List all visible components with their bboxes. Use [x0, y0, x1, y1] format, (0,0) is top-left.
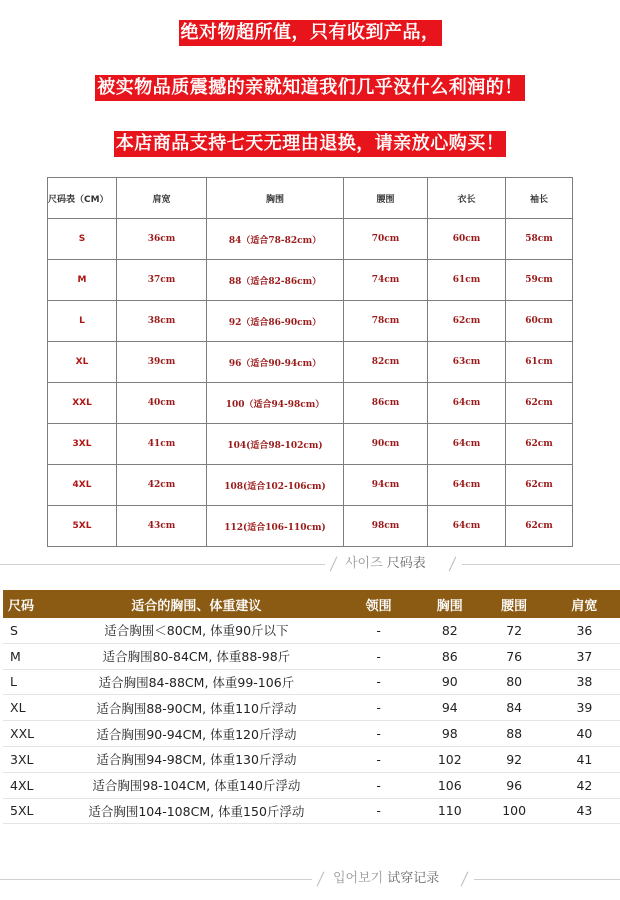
measurement-cell: 适合胸围98-104CM, 体重140斤浮动	[56, 772, 337, 798]
measurement-cell: 94cm	[344, 465, 428, 506]
table-row	[48, 424, 573, 465]
size-label-cell: XL	[48, 342, 117, 383]
measurement-cell: 78cm	[344, 301, 428, 342]
measurement-cell: 92	[480, 746, 549, 772]
table-row	[3, 669, 620, 695]
promo-banner-1	[0, 20, 620, 46]
size-label-cell: XXL	[3, 721, 56, 747]
table-row	[3, 721, 620, 747]
table-row	[48, 465, 573, 506]
measurement-cell: 43	[549, 798, 620, 824]
measurement-cell: 59cm	[506, 260, 573, 301]
table-header-row	[3, 590, 620, 618]
measurement-cell: 62cm	[506, 424, 573, 465]
measurement-cell: 112(适合106-110cm)	[207, 506, 344, 547]
measurement-cell: 适合胸围104-108CM, 体重150斤浮动	[56, 798, 337, 824]
measurement-cell: 84	[480, 695, 549, 721]
header-cell: 尺码表（CM）	[48, 178, 117, 219]
measurement-cell: 61cm	[428, 260, 506, 301]
size-label-cell: M	[3, 643, 56, 669]
size-label-cell: 4XL	[3, 772, 56, 798]
header-cell: 胸围	[420, 590, 479, 618]
header-cell: 腰围	[480, 590, 549, 618]
size-label-cell: 4XL	[48, 465, 117, 506]
measurement-cell: 62cm	[428, 301, 506, 342]
section-divider-label: 사이즈 尺码表	[345, 556, 426, 571]
header-cell: 衣长	[428, 178, 506, 219]
measurement-cell: -	[337, 618, 420, 643]
size-label-cell: L	[48, 301, 117, 342]
measurement-cell: 适合胸围＜80CM, 体重90斤以下	[56, 618, 337, 643]
promo-banner-text: 被实物品质震撼的亲就知道我们几乎没什么利润的！	[95, 75, 525, 101]
measurement-cell: 40cm	[117, 383, 207, 424]
measurement-cell: 92（适合86-90cm）	[207, 301, 344, 342]
measurement-cell: 94	[420, 695, 479, 721]
size-label-cell: XXL	[48, 383, 117, 424]
table-row	[48, 506, 573, 547]
measurement-cell: 96	[480, 772, 549, 798]
measurement-cell: 64cm	[428, 506, 506, 547]
measurement-cell: 110	[420, 798, 479, 824]
measurement-cell: 41cm	[117, 424, 207, 465]
measurement-cell: 43cm	[117, 506, 207, 547]
promo-banner-text: 绝对物超所值，只有收到产品，	[179, 20, 442, 46]
measurement-cell: 108(适合102-106cm)	[207, 465, 344, 506]
size-chart-table-2	[3, 590, 620, 824]
promo-banner-text: 本店商品支持七天无理由退换，请亲放心购买！	[114, 131, 507, 157]
table-row	[3, 695, 620, 721]
measurement-cell: 适合胸围84-88CM, 体重99-106斤	[56, 669, 337, 695]
measurement-cell: 96（适合90-94cm）	[207, 342, 344, 383]
measurement-cell: -	[337, 721, 420, 747]
measurement-cell: 61cm	[506, 342, 573, 383]
measurement-cell: 63cm	[428, 342, 506, 383]
measurement-cell: 37cm	[117, 260, 207, 301]
measurement-cell: 62cm	[506, 465, 573, 506]
table-row	[3, 746, 620, 772]
measurement-cell: 64cm	[428, 424, 506, 465]
measurement-cell: 适合胸围94-98CM, 体重130斤浮动	[56, 746, 337, 772]
measurement-cell: 76	[480, 643, 549, 669]
size-label-cell: 3XL	[48, 424, 117, 465]
measurement-cell: 70cm	[344, 219, 428, 260]
measurement-cell: -	[337, 669, 420, 695]
measurement-cell: 88	[480, 721, 549, 747]
header-cell: 胸围	[207, 178, 344, 219]
header-cell: 腰围	[344, 178, 428, 219]
measurement-cell: 41	[549, 746, 620, 772]
measurement-cell: -	[337, 695, 420, 721]
table-row	[48, 260, 573, 301]
measurement-cell: 82	[420, 618, 479, 643]
section-divider-label: 입어보기 试穿记录	[333, 871, 440, 886]
size-label-cell: XL	[3, 695, 56, 721]
measurement-cell: 适合胸围88-90CM, 体重110斤浮动	[56, 695, 337, 721]
size-label-cell: S	[3, 618, 56, 643]
section-divider-tryon	[0, 869, 620, 889]
size-label-cell: M	[48, 260, 117, 301]
measurement-cell: 98cm	[344, 506, 428, 547]
measurement-cell: 39cm	[117, 342, 207, 383]
size-label-cell: 3XL	[3, 746, 56, 772]
measurement-cell: 74cm	[344, 260, 428, 301]
table-row	[48, 383, 573, 424]
measurement-cell: 60cm	[428, 219, 506, 260]
measurement-cell: 39	[549, 695, 620, 721]
table-row	[3, 643, 620, 669]
measurement-cell: 88（适合82-86cm）	[207, 260, 344, 301]
size-label-cell: L	[3, 669, 56, 695]
header-cell: 袖长	[506, 178, 573, 219]
header-cell: 领围	[337, 590, 420, 618]
measurement-cell: 82cm	[344, 342, 428, 383]
table-row	[48, 301, 573, 342]
measurement-cell: -	[337, 643, 420, 669]
table-header-row	[48, 178, 573, 219]
measurement-cell: 36cm	[117, 219, 207, 260]
measurement-cell: 38	[549, 669, 620, 695]
promo-banner-2	[0, 75, 620, 101]
table-row	[3, 798, 620, 824]
size-label-cell: 5XL	[48, 506, 117, 547]
measurement-cell: 64cm	[428, 383, 506, 424]
size-chart-table-1	[47, 177, 573, 547]
measurement-cell: 98	[420, 721, 479, 747]
measurement-cell: 40	[549, 721, 620, 747]
header-cell: 肩宽	[549, 590, 620, 618]
measurement-cell: 90	[420, 669, 479, 695]
header-cell: 肩宽	[117, 178, 207, 219]
size-label-cell: S	[48, 219, 117, 260]
size-label-cell: 5XL	[3, 798, 56, 824]
table-row	[48, 342, 573, 383]
measurement-cell: 86cm	[344, 383, 428, 424]
measurement-cell: 38cm	[117, 301, 207, 342]
measurement-cell: 适合胸围90-94CM, 体重120斤浮动	[56, 721, 337, 747]
measurement-cell: -	[337, 746, 420, 772]
measurement-cell: 62cm	[506, 506, 573, 547]
measurement-cell: 106	[420, 772, 479, 798]
measurement-cell: 100（适合94-98cm）	[207, 383, 344, 424]
header-cell: 适合的胸围、体重建议	[56, 590, 337, 618]
measurement-cell: -	[337, 772, 420, 798]
measurement-cell: 62cm	[506, 383, 573, 424]
measurement-cell: 100	[480, 798, 549, 824]
measurement-cell: 60cm	[506, 301, 573, 342]
header-cell: 尺码	[3, 590, 56, 618]
section-divider-size	[0, 554, 620, 574]
measurement-cell: 42	[549, 772, 620, 798]
measurement-cell: 64cm	[428, 465, 506, 506]
measurement-cell: 42cm	[117, 465, 207, 506]
measurement-cell: 58cm	[506, 219, 573, 260]
measurement-cell: 37	[549, 643, 620, 669]
measurement-cell: 84（适合78-82cm）	[207, 219, 344, 260]
measurement-cell: 90cm	[344, 424, 428, 465]
measurement-cell: 104(适合98-102cm)	[207, 424, 344, 465]
measurement-cell: 72	[480, 618, 549, 643]
measurement-cell: -	[337, 798, 420, 824]
measurement-cell: 86	[420, 643, 479, 669]
measurement-cell: 36	[549, 618, 620, 643]
promo-banner-3	[0, 131, 620, 157]
measurement-cell: 102	[420, 746, 479, 772]
measurement-cell: 适合胸围80-84CM, 体重88-98斤	[56, 643, 337, 669]
measurement-cell: 80	[480, 669, 549, 695]
table-row	[48, 219, 573, 260]
table-row	[3, 618, 620, 643]
table-row	[3, 772, 620, 798]
